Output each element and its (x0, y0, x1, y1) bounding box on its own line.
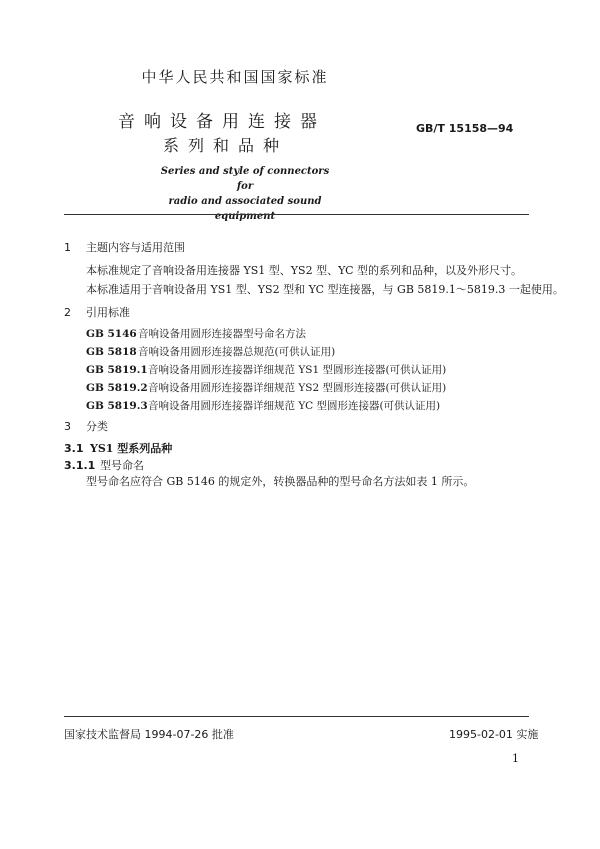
english-title (155, 164, 335, 224)
reference-item (86, 344, 335, 359)
section-3-heading (64, 418, 108, 434)
footer-divider (64, 716, 529, 717)
reference-code: GB 5818 (86, 346, 137, 358)
approval-note: 国家技术监督局 1994-07-26 批准 (64, 728, 234, 741)
subsection-3-1-number: 3.1 (64, 442, 84, 455)
subsection-3-1-heading (64, 440, 172, 456)
subsection-3-1-1-text: 型号命名应符合 GB 5146 的规定外，转换器品种的型号命名方法如表 1 所示。 (86, 475, 475, 488)
section-1-title: 主题内容与适用范围 (86, 241, 185, 254)
section-3-number: 3 (64, 420, 71, 433)
reference-item (86, 398, 440, 413)
document-subtitle: 系列和品种 (163, 136, 289, 155)
section-3-title: 分类 (86, 420, 108, 433)
section-2-number: 2 (64, 306, 71, 319)
reference-text: 音响设备用圆形连接器型号命名方法 (138, 328, 306, 340)
reference-code: GB 5819.1 (86, 364, 148, 376)
reference-code: GB 5819.2 (86, 382, 148, 394)
section-2-heading (64, 304, 130, 320)
section-1-paragraph-2: 本标准适用于音响设备用 YS1 型、YS2 型和 YC 型连接器，与 GB 5819.1～5819.3 一起使用。 (86, 283, 564, 296)
document-title: 音响设备用连接器 (118, 112, 326, 132)
reference-item (86, 326, 306, 341)
national-standard-heading: 中华人民共和国国家标准 (141, 68, 329, 86)
subsection-3-1-title: YS1 型系列品种 (90, 442, 173, 455)
reference-item (86, 362, 446, 377)
subsection-3-1-1-title: 型号命名 (100, 459, 144, 472)
standard-code: GB/T 15158—94 (416, 122, 514, 135)
page-number: 1 (512, 752, 519, 765)
reference-text: 音响设备用圆形连接器详细规范 YS2 型圆形连接器(可供认证用) (148, 382, 447, 394)
section-1-paragraph-1: 本标准规定了音响设备用连接器 YS1 型、YS2 型、YC 型的系列和品种，以及外形尺寸。 (86, 264, 523, 277)
reference-text: 音响设备用圆形连接器总规范(可供认证用) (138, 346, 336, 358)
header-divider (64, 214, 529, 215)
reference-text: 音响设备用圆形连接器详细规范 YC 型圆形连接器(可供认证用) (148, 400, 441, 412)
reference-code: GB 5146 (86, 328, 137, 340)
reference-code: GB 5819.3 (86, 400, 148, 412)
subsection-3-1-1-heading (64, 457, 144, 473)
section-1-number: 1 (64, 241, 71, 254)
section-1-heading (64, 239, 185, 255)
implementation-date: 1995-02-01 实施 (449, 728, 539, 741)
english-title-line1: Series and style of connectors for (160, 166, 330, 192)
english-title-line2: radio and associated sound equipment (168, 196, 322, 222)
section-2-title: 引用标准 (86, 306, 130, 319)
subsection-3-1-1-number: 3.1.1 (64, 459, 96, 472)
reference-text: 音响设备用圆形连接器详细规范 YS1 型圆形连接器(可供认证用) (148, 364, 447, 376)
reference-item (86, 380, 446, 395)
